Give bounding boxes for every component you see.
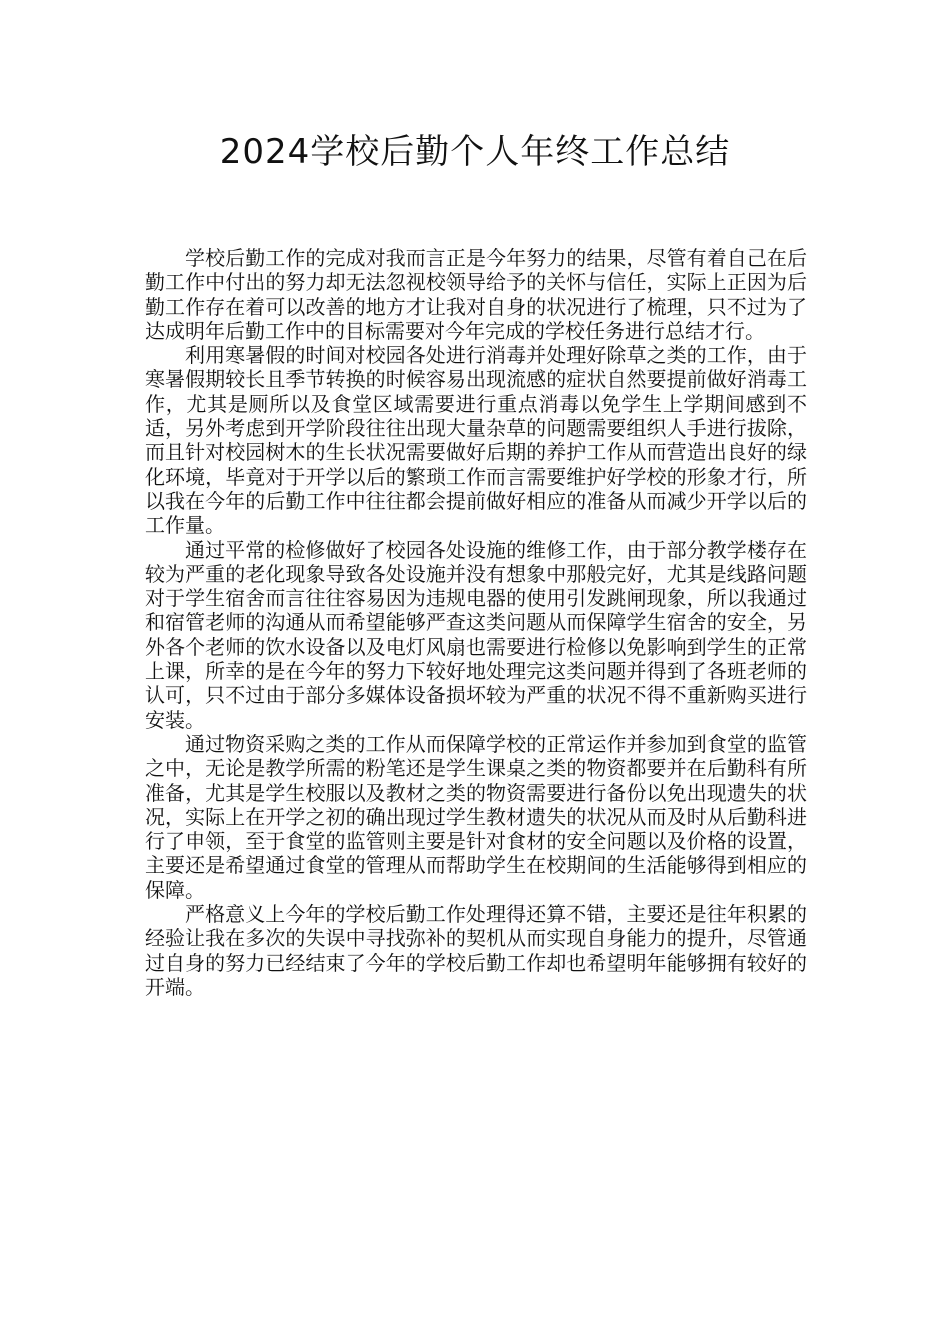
paragraph-2: 利用寒暑假的时间对校园各处进行消毒并处理好除草之类的工作，由于寒暑假期较长且季节转换的时候容易出现流感的症状自然要提前做好消毒工作，尤其是厕所以及食堂区域需要进行重点消毒以免学生上学期间感到不适，另外考虑到开学阶段往往出现大量杂草的问题需要组织人手进行拔除，而且针对校园树木的生长状况需要做好后期的养护工作从而营造出良好的绿化环境，毕竟对于开学以后的繁琐工作而言需要维护好学校的形象才行，所以我在今年的后勤工作中往往都会提前做好相应的准备从而减少开学以后的工作量。 bbox=[145, 343, 807, 538]
paragraph-1: 学校后勤工作的完成对我而言正是今年努力的结果，尽管有着自己在后勤工作中付出的努力却无法忽视校领导给予的关怀与信任，实际上正因为后勤工作存在着可以改善的地方才让我对自身的状况进行了梳理，只不过为了达成明年后勤工作中的目标需要对今年完成的学校任务进行总结才行。 bbox=[145, 246, 807, 343]
paragraph-5: 严格意义上今年的学校后勤工作处理得还算不错，主要还是往年积累的经验让我在多次的失误中寻找弥补的契机从而实现自身能力的提升，尽管通过自身的努力已经结束了今年的学校后勤工作却也希望明年能够拥有较好的开端。 bbox=[145, 902, 807, 999]
document-body bbox=[145, 246, 807, 999]
paragraph-3: 通过平常的检修做好了校园各处设施的维修工作，由于部分教学楼存在较为严重的老化现象导致各处设施并没有想象中那般完好，尤其是线路问题对于学生宿舍而言往往容易因为违规电器的使用引发跳闸现象，所以我通过和宿管老师的沟通从而希望能够严查这类问题从而保障学生宿舍的安全，另外各个老师的饮水设备以及电灯风扇也需要进行检修以免影响到学生的正常上课，所幸的是在今年的努力下较好地处理完这类问题并得到了各班老师的认可，只不过由于部分多媒体设备损坏较为严重的状况不得不重新购买进行安装。 bbox=[145, 537, 807, 732]
document-title: 2024学校后勤个人年终工作总结 bbox=[219, 132, 731, 172]
paragraph-4: 通过物资采购之类的工作从而保障学校的正常运作并参加到食堂的监管之中，无论是教学所需的粉笔还是学生课桌之类的物资都要并在后勤科有所准备，尤其是学生校服以及教材之类的物资需要进行备份以免出现遗失的状况，实际上在开学之初的确出现过学生教材遗失的状况从而及时从后勤科进行了申领，至于食堂的监管则主要是针对食材的安全问题以及价格的设置，主要还是希望通过食堂的管理从而帮助学生在校期间的生活能够得到相应的保障。 bbox=[145, 731, 807, 902]
